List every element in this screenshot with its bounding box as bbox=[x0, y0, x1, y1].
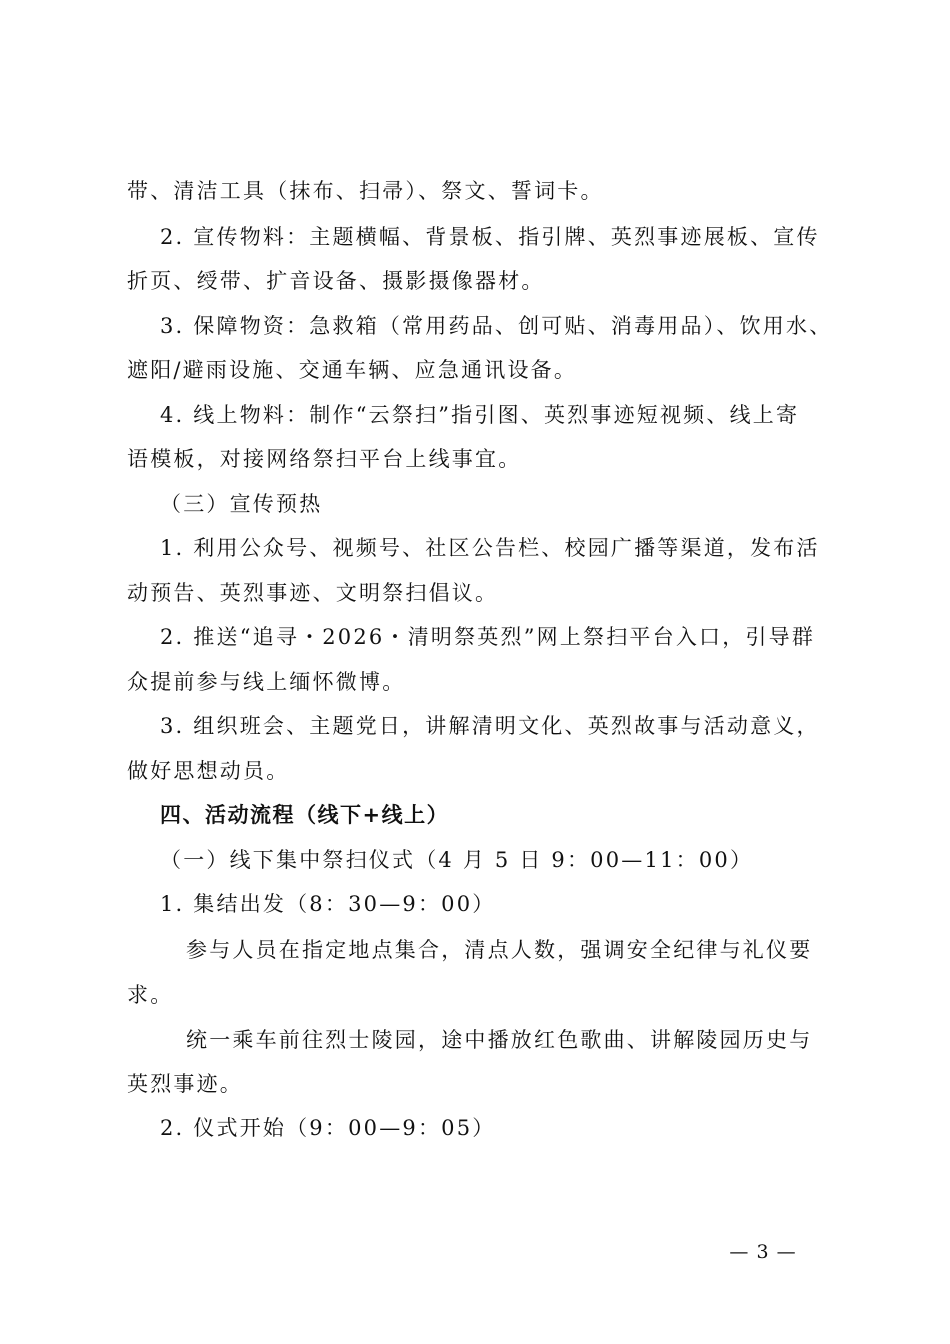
section-heading: （一）线下集中祭扫仪式（4 月 5 日 9：00—11：00） bbox=[160, 848, 754, 872]
text-line: 动预告、英烈事迹、文明祭扫倡议。 bbox=[127, 581, 499, 605]
text-line: 语模板，对接网络祭扫平台上线事宜。 bbox=[127, 447, 522, 471]
text-line: 参与人员在指定地点集合，清点人数，强调安全纪律与礼仪要 bbox=[186, 938, 813, 962]
chapter-heading: 四、活动流程（线下+线上） bbox=[160, 803, 450, 827]
text-line: 2. 仪式开始（9：00—9：05） bbox=[160, 1116, 496, 1140]
text-line: 遮阳/避雨设施、交通车辆、应急通讯设备。 bbox=[127, 358, 578, 382]
text-line: 英烈事迹。 bbox=[127, 1072, 243, 1096]
text-line: 众提前参与线上缅怀微博。 bbox=[127, 670, 406, 694]
text-line: 1. 集结出发（8：30—9：00） bbox=[160, 892, 496, 916]
text-line: 4. 线上物料：制作“云祭扫”指引图、英烈事迹短视频、线上寄 bbox=[160, 403, 800, 427]
text-line: 统一乘车前往烈士陵园，途中播放红色歌曲、讲解陵园历史与 bbox=[186, 1028, 813, 1052]
text-line: 折页、绶带、扩音设备、摄影摄像器材。 bbox=[127, 269, 545, 293]
section-heading: （三）宣传预热 bbox=[160, 492, 323, 516]
text-line: 求。 bbox=[127, 983, 174, 1007]
text-line: 2. 推送“追寻・2026・清明祭英烈”网上祭扫平台入口，引导群 bbox=[160, 625, 816, 649]
page-number: — 3 — bbox=[729, 1241, 797, 1263]
text-line: 1. 利用公众号、视频号、社区公告栏、校园广播等渠道，发布活 bbox=[160, 536, 820, 560]
text-line: 2. 宣传物料：主题横幅、背景板、指引牌、英烈事迹展板、宣传 bbox=[160, 225, 820, 249]
text-line: 3. 保障物资：急救箱（常用药品、创可贴、消毒用品）、饮用水、 bbox=[160, 314, 833, 338]
text-line: 做好思想动员。 bbox=[127, 759, 290, 783]
text-line: 3. 组织班会、主题党日，讲解清明文化、英烈故事与活动意义， bbox=[160, 714, 820, 738]
text-line: 带、清洁工具（抹布、扫帚）、祭文、誓词卡。 bbox=[127, 179, 604, 203]
